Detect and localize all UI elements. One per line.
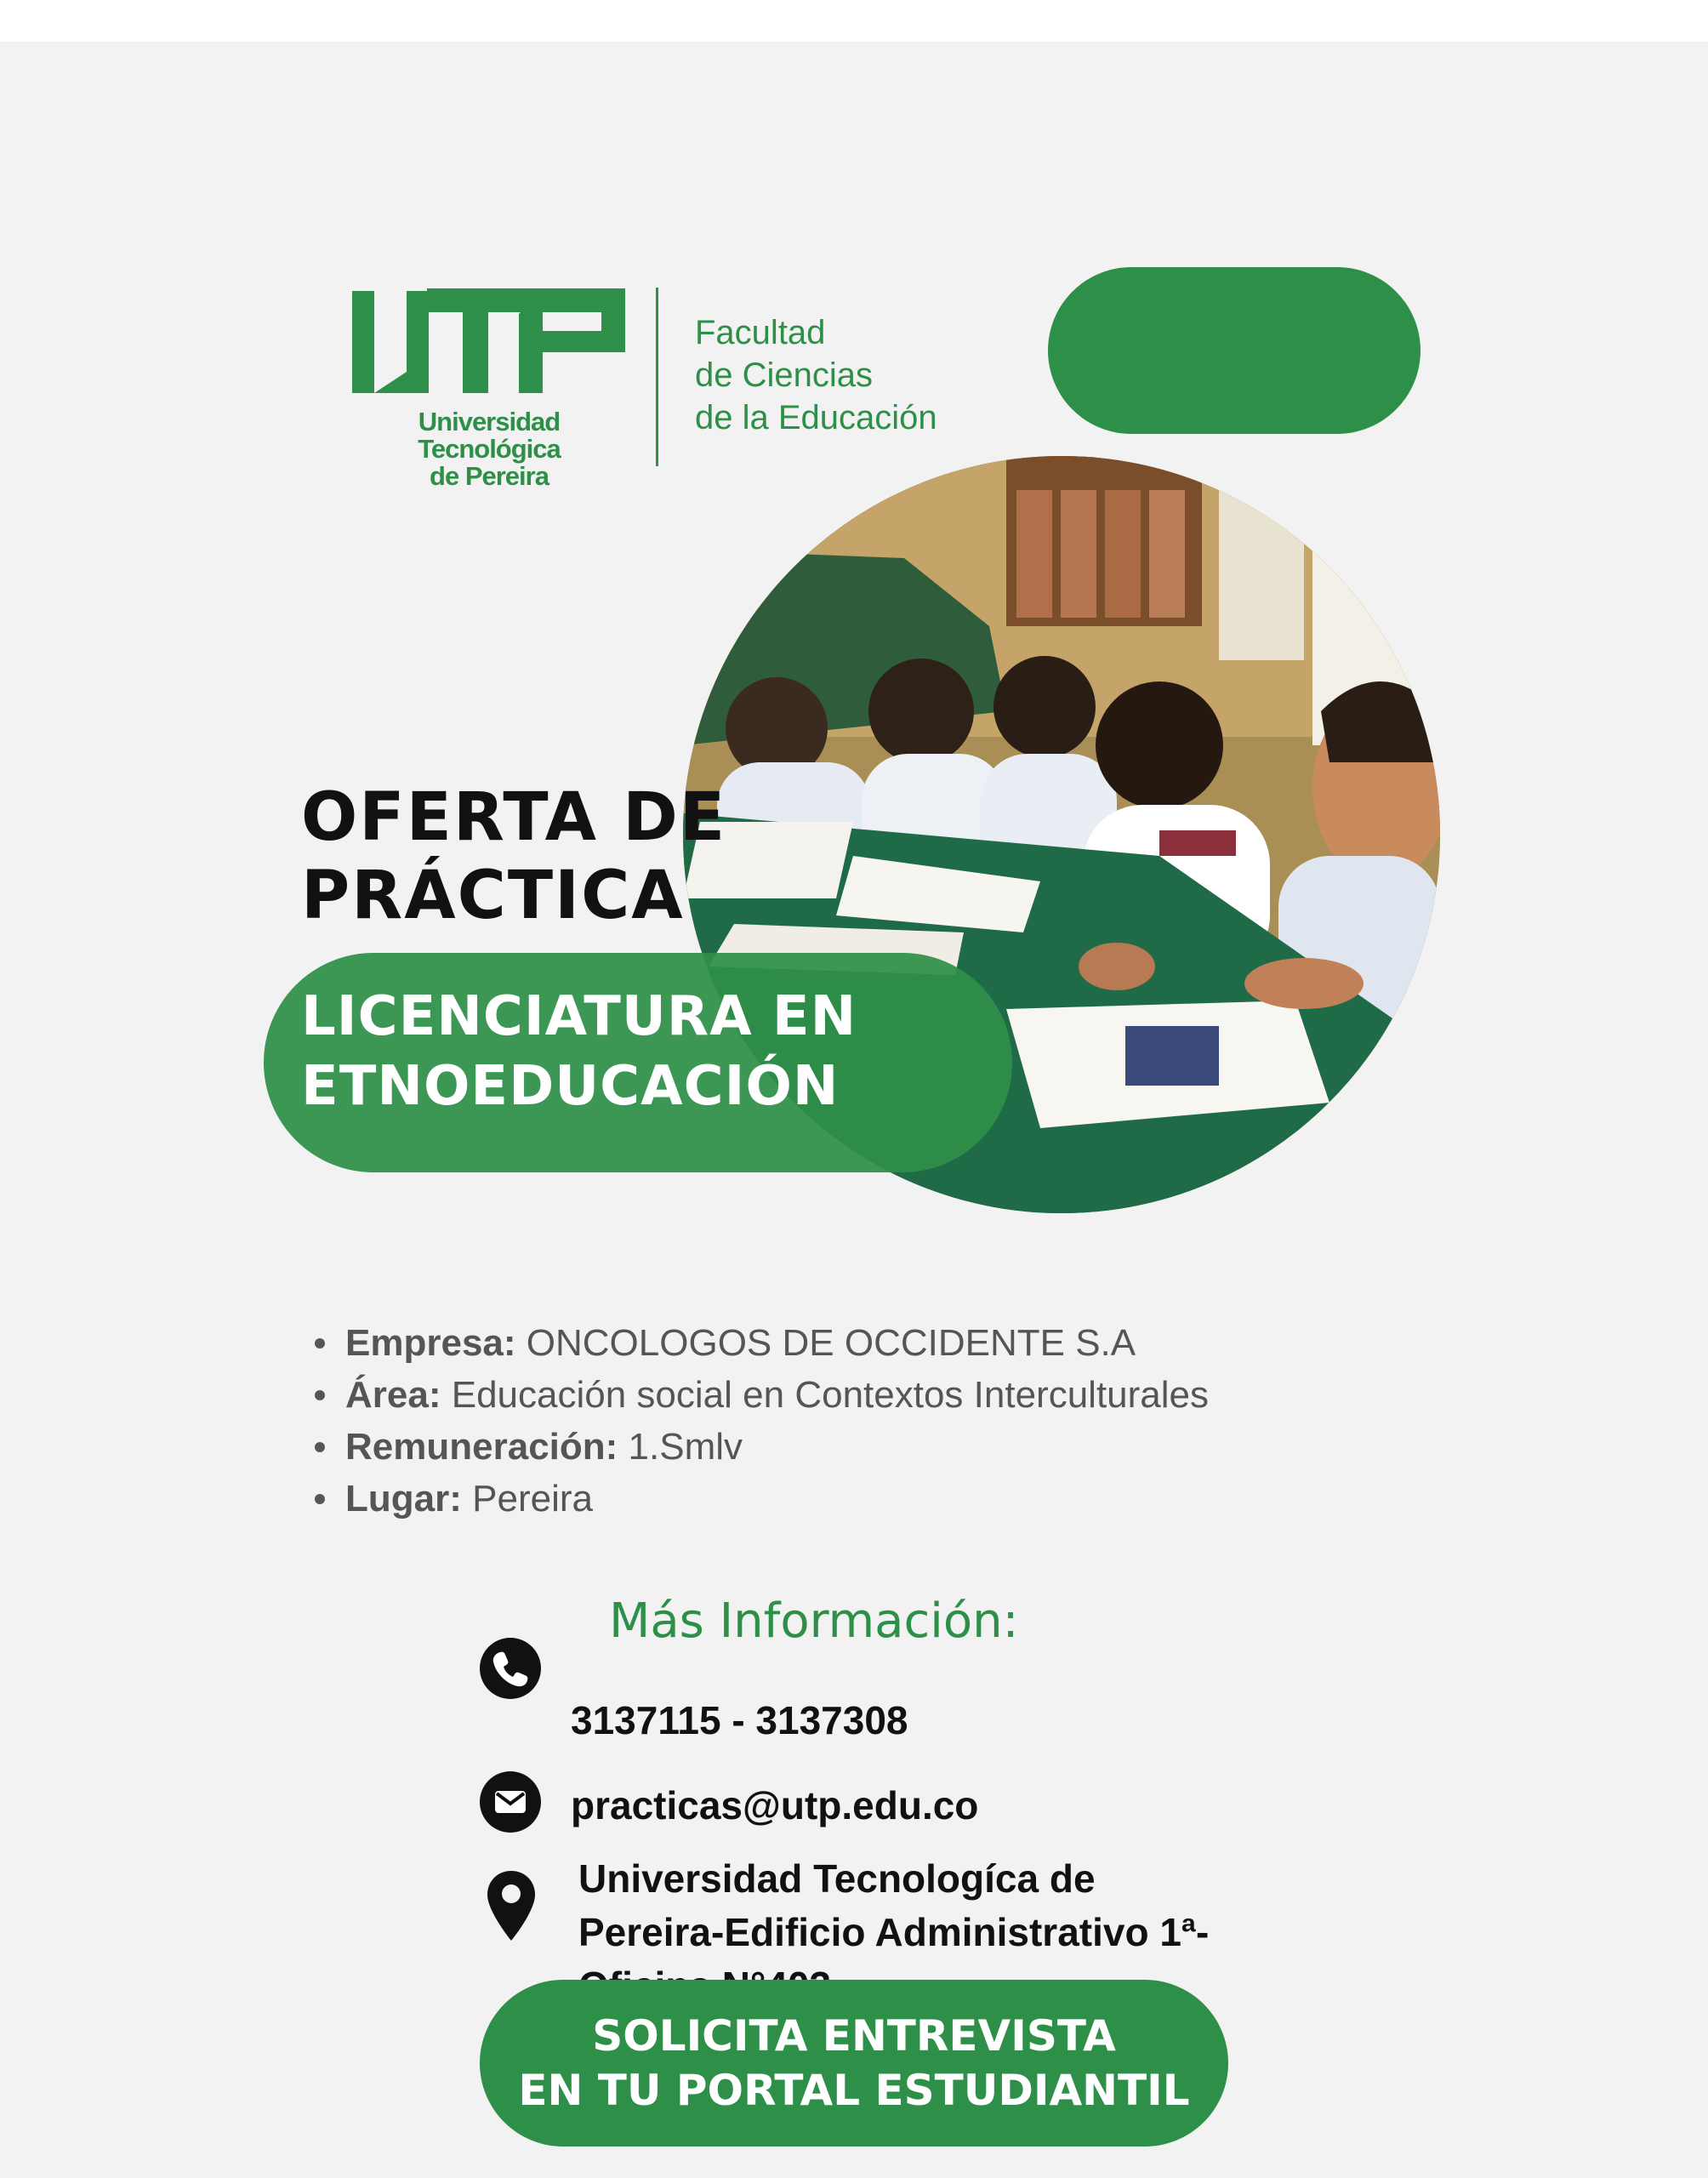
request-interview-button[interactable] (480, 1980, 1228, 2147)
phone-icon (480, 1638, 541, 1699)
offer-details-list (310, 1317, 1209, 1525)
cta-label (480, 2009, 1228, 2118)
detail-item-area (310, 1369, 1209, 1421)
email-icon (480, 1771, 541, 1833)
logo-name-line1: Universidad Tecnológica (418, 407, 561, 464)
address-line2: Pereira-Edificio Administrativo 1ª- (578, 1910, 1210, 1954)
detail-value: ONCOLOGOS DE OCCIDENTE S.A (526, 1322, 1136, 1364)
program-name (301, 982, 857, 1121)
detail-label: Empresa: (345, 1322, 516, 1364)
location-pin-icon (485, 1869, 538, 1942)
detail-label: Área: (345, 1374, 441, 1416)
logo-divider (656, 288, 658, 466)
contact-phone[interactable]: 3137115 - 3137308 (571, 1698, 908, 1742)
offer-headline (301, 778, 726, 935)
faculty-name (695, 311, 937, 439)
address-line1: Universidad Tecnologíca de (578, 1856, 1096, 1901)
faculty-line3: de la Educación (695, 399, 937, 436)
program-line1: LICENCIATURA EN (301, 985, 857, 1048)
faculty-line1: Facultad (695, 314, 826, 351)
logo-university-name (349, 408, 629, 490)
detail-label: Lugar: (345, 1478, 462, 1519)
detail-label: Remuneración: (345, 1426, 618, 1468)
detail-value: Pereira (472, 1478, 593, 1519)
headline-line2: PRÁCTICA (301, 858, 685, 934)
utp-logo-icon (349, 244, 629, 406)
detail-value: Educación social en Contextos Interculturales (451, 1374, 1210, 1416)
logo-name-line2: de Pereira (430, 461, 549, 491)
detail-item-lugar (310, 1473, 1209, 1525)
program-line2: ETNOEDUCACIÓN (301, 1055, 840, 1118)
program-pill (264, 953, 1012, 1172)
decorative-top-pill (1048, 267, 1420, 434)
utp-logo (349, 244, 655, 491)
more-info-title: Más Información: (609, 1594, 1019, 1649)
poster (0, 42, 1708, 2178)
detail-item-remuneracion (310, 1421, 1209, 1473)
detail-item-empresa (310, 1317, 1209, 1369)
cta-line2: EN TU PORTAL ESTUDIANTIL (518, 2066, 1190, 2115)
contact-email[interactable]: practicas@utp.edu.co (571, 1783, 979, 1827)
headline-line1: OFERTA DE (301, 779, 727, 856)
faculty-line2: de Ciencias (695, 356, 874, 394)
cta-line1: SOLICITA ENTREVISTA (592, 2011, 1116, 2061)
detail-value: 1.Smlv (628, 1426, 743, 1468)
